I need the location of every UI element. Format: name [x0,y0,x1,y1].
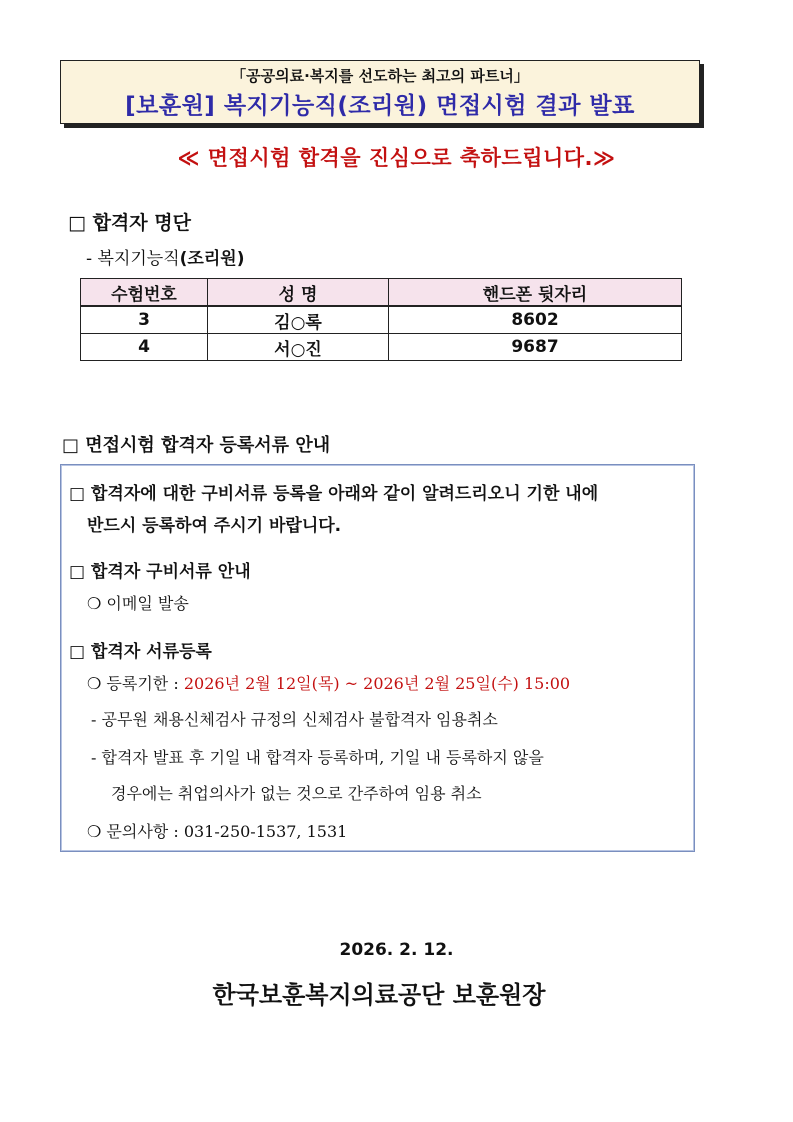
notice-line-1: □ 합격자에 대한 구비서류 등록을 아래와 같이 알려드리오니 기한 내에 [69,484,599,504]
registration-title: □ 합격자 서류등록 [69,642,212,662]
cell-exam-number: 4 [81,334,208,361]
deadline-value: 2026년 2월 12일(목) ~ 2026년 2월 25일(수) 15:00 [183,674,571,693]
slogan: 「공공의료·복지를 선도하는 최고의 파트너」 [231,67,529,85]
cell-phone: 8602 [389,306,682,334]
docs-item: ❍ 이메일 발송 [87,594,189,613]
pass-table [80,278,682,361]
cell-name: 서○진 [208,334,389,361]
job-category-suffix: (조리원) [179,249,245,269]
docs-title: □ 합격자 구비서류 안내 [69,562,251,582]
deadline-line [87,671,570,694]
deadline-label: ❍ 등록기한 : [87,674,184,693]
contact-line: ❍ 문의사항 : 031-250-1537, 1531 [87,822,348,841]
col-exam-number: 수험번호 [81,279,208,307]
cell-exam-number: 3 [81,306,208,334]
table-header-row [81,279,682,307]
announcement-date: 2026. 2. 12. [339,940,454,960]
section-title-registration: □ 면접시험 합격자 등록서류 안내 [62,435,331,456]
job-category [86,244,244,269]
col-phone-last-digits: 핸드폰 뒷자리 [389,279,682,307]
job-category-prefix: - 복지기능직 [86,249,180,269]
congratulations-message: ≪ 면접시험 합격을 진심으로 축하드립니다.≫ [177,146,616,170]
header-box [60,60,700,124]
cell-name: 김○록 [208,306,389,334]
note-1: - 공무원 채용신체검사 규정의 신체검사 불합격자 임용취소 [91,710,498,729]
issuer-signature: 한국보훈복지의료공단 보훈원장 [212,981,546,1009]
registration-info-box [60,464,695,852]
cell-phone: 9687 [389,334,682,361]
col-name: 성 명 [208,279,389,307]
note-2-line-2: 경우에는 취업의사가 없는 것으로 간주하여 임용 취소 [111,784,482,803]
note-2-line-1: - 합격자 발표 후 기일 내 합격자 등록하며, 기일 내 등록하지 않을 [91,748,544,767]
table-row [81,334,682,361]
notice-line-2: 반드시 등록하여 주시기 바랍니다. [87,516,342,536]
page-title: [보훈원] 복지기능직(조리원) 면접시험 결과 발표 [125,93,635,119]
section-title-pass-list: □ 합격자 명단 [68,212,191,234]
table-row [81,306,682,334]
